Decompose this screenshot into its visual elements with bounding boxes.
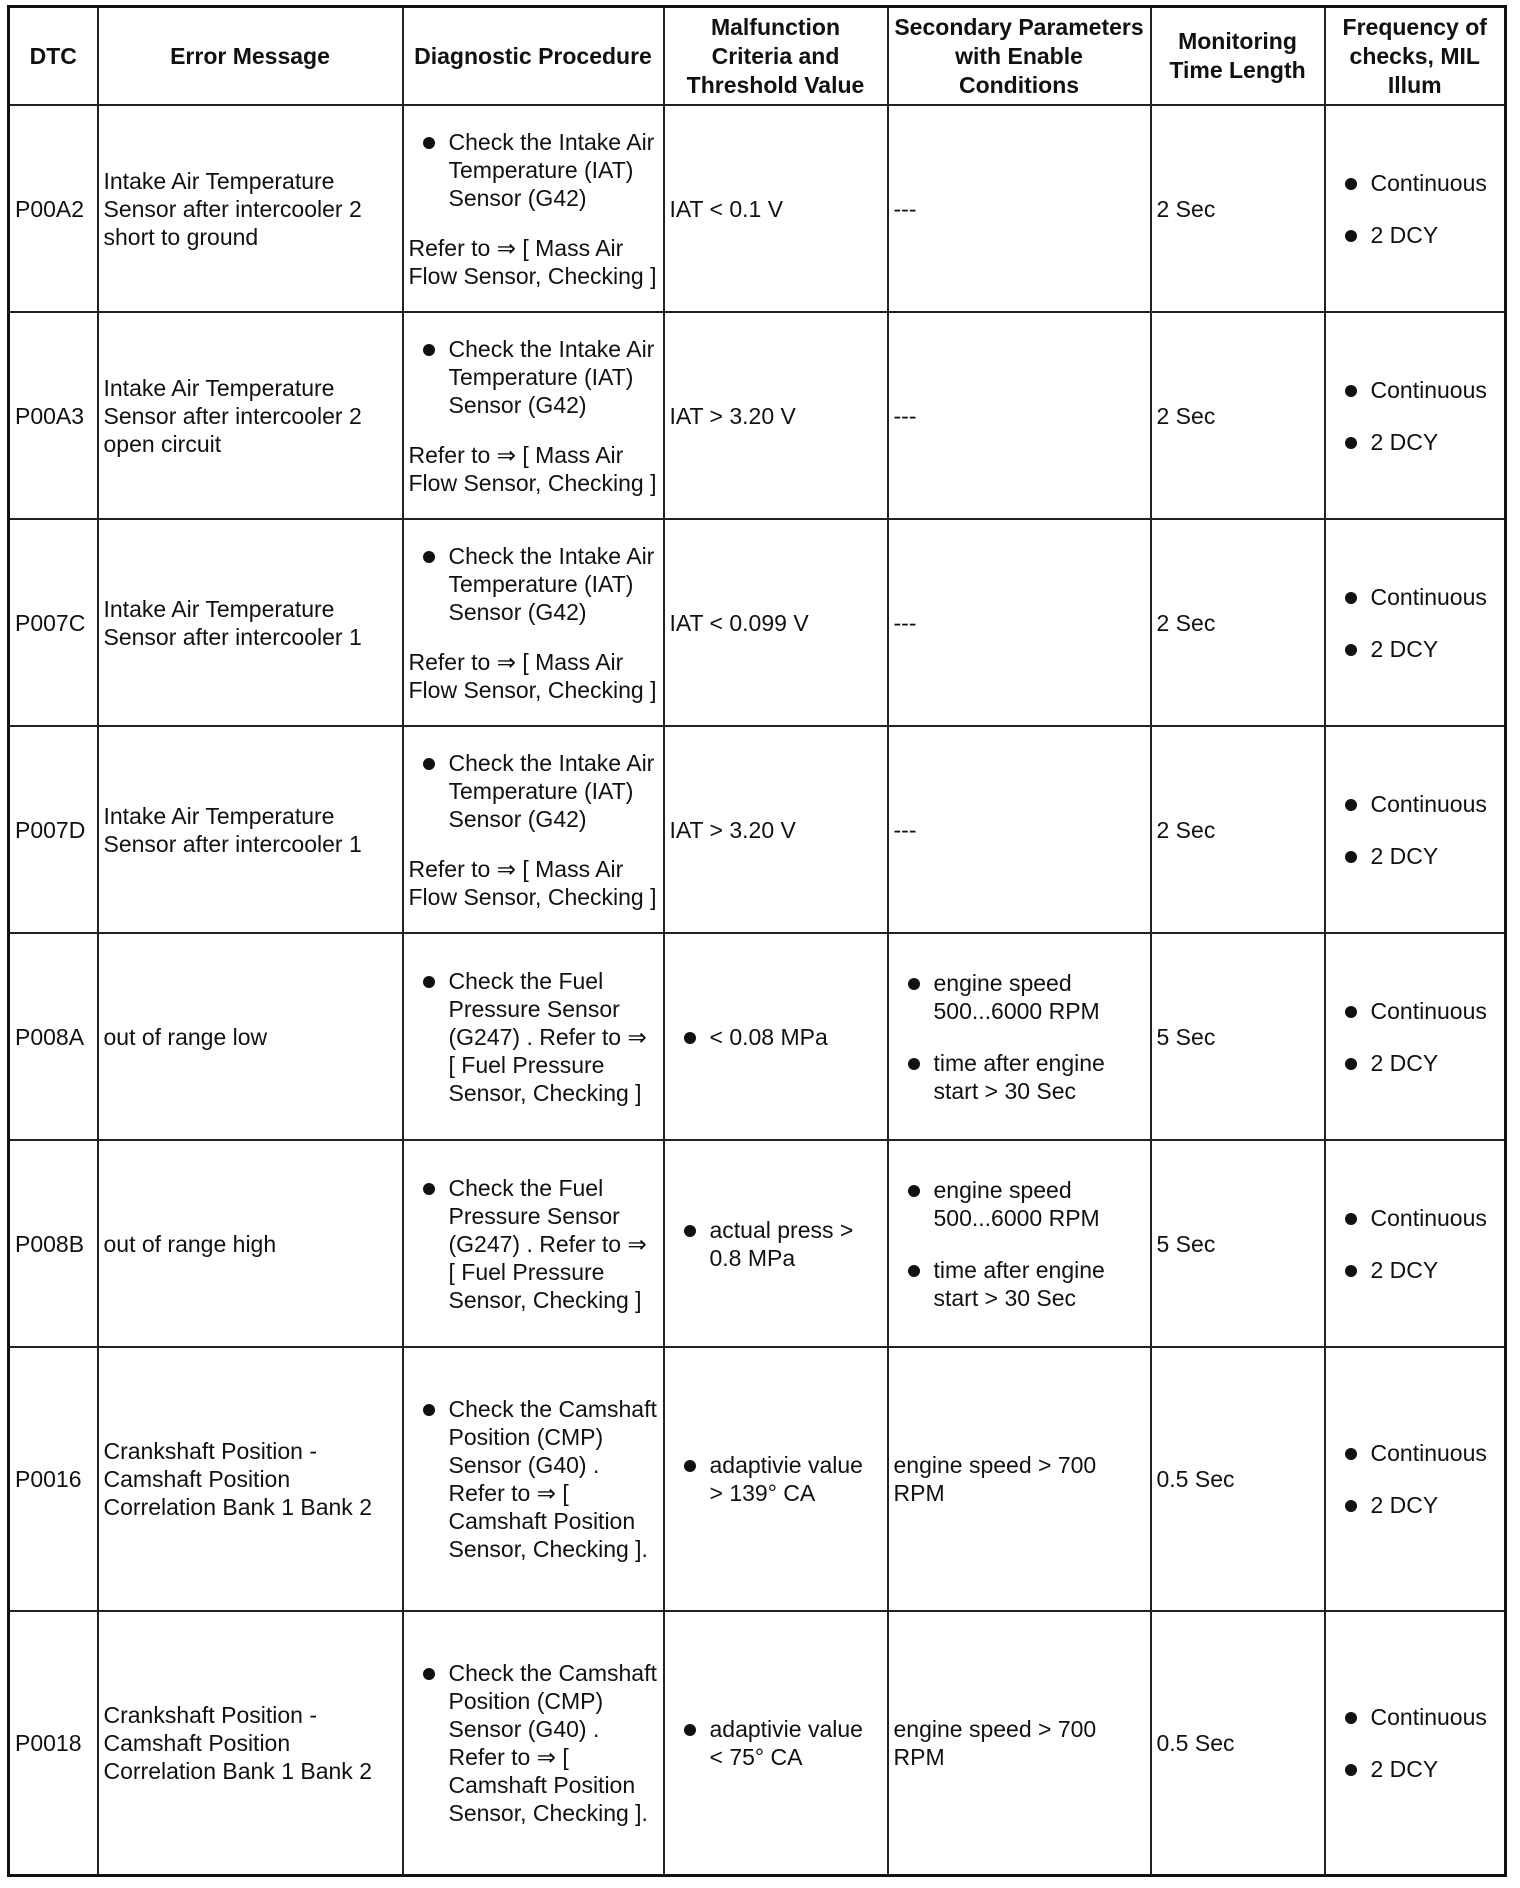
frequency-cell bbox=[1325, 933, 1506, 1140]
frequency-cell bbox=[1325, 312, 1506, 519]
frequency-item: 2 DCY bbox=[1331, 635, 1500, 663]
table-row bbox=[9, 519, 1506, 726]
frequency-cell bbox=[1325, 726, 1506, 933]
monitoring-time-cell: 0.5 Sec bbox=[1151, 1347, 1325, 1611]
diagnostic-procedure-cell bbox=[403, 1347, 664, 1611]
header-malfunction-criteria: Malfunction Criteria and Threshold Value bbox=[664, 7, 888, 106]
malfunction-criteria-cell: IAT > 3.20 V bbox=[664, 726, 888, 933]
header-secondary-parameters: Secondary Parameters with Enable Conditions bbox=[888, 7, 1151, 106]
dtc-code-cell: P007C bbox=[9, 519, 98, 726]
secondary-item: time after engine start > 30 Sec bbox=[894, 1256, 1145, 1312]
dtc-code-cell: P0018 bbox=[9, 1611, 98, 1875]
frequency-item: Continuous bbox=[1331, 169, 1500, 197]
header-monitoring-time: Monitoring Time Length bbox=[1151, 7, 1325, 106]
frequency-cell bbox=[1325, 105, 1506, 312]
monitoring-time-cell: 2 Sec bbox=[1151, 105, 1325, 312]
malfunction-criteria-cell: IAT < 0.099 V bbox=[664, 519, 888, 726]
diagnostic-procedure-cell bbox=[403, 933, 664, 1140]
monitoring-time-cell: 2 Sec bbox=[1151, 312, 1325, 519]
diagnostic-procedure-cell bbox=[403, 312, 664, 519]
error-message-cell: Intake Air Temperature Sensor after intercooler 1 bbox=[98, 726, 403, 933]
dtc-code-cell: P008A bbox=[9, 933, 98, 1140]
procedure-step: Check the Fuel Pressure Sensor (G247) . Refer to ⇒ [ Fuel Pressure Sensor, Checking ] bbox=[409, 967, 658, 1107]
frequency-item: 2 DCY bbox=[1331, 221, 1500, 249]
frequency-item: 2 DCY bbox=[1331, 1755, 1500, 1783]
monitoring-time-cell: 2 Sec bbox=[1151, 726, 1325, 933]
criteria-item: actual press > 0.8 MPa bbox=[670, 1216, 882, 1272]
frequency-item: Continuous bbox=[1331, 997, 1500, 1025]
diagnostic-procedure-cell bbox=[403, 726, 664, 933]
diagnostic-procedure-cell bbox=[403, 1140, 664, 1347]
error-message-cell: Crankshaft Position - Camshaft Position Correlation Bank 1 Bank 2 bbox=[98, 1611, 403, 1875]
monitoring-time-cell: 5 Sec bbox=[1151, 933, 1325, 1140]
table-row bbox=[9, 726, 1506, 933]
secondary-item: engine speed 500...6000 RPM bbox=[894, 969, 1145, 1025]
procedure-reference: Refer to ⇒ [ Mass Air Flow Sensor, Checking ] bbox=[408, 855, 657, 910]
table-row bbox=[9, 1611, 1506, 1875]
table-row bbox=[9, 1347, 1506, 1611]
procedure-reference: Refer to ⇒ [ Mass Air Flow Sensor, Checking ] bbox=[408, 234, 657, 289]
frequency-item: Continuous bbox=[1331, 790, 1500, 818]
dtc-code-cell: P0016 bbox=[9, 1347, 98, 1611]
frequency-cell bbox=[1325, 1347, 1506, 1611]
monitoring-time-cell: 5 Sec bbox=[1151, 1140, 1325, 1347]
secondary-parameters-cell: --- bbox=[888, 312, 1151, 519]
diagnostic-procedure-cell bbox=[403, 105, 664, 312]
error-message-cell: Intake Air Temperature Sensor after intercooler 2 open circuit bbox=[98, 312, 403, 519]
frequency-cell bbox=[1325, 519, 1506, 726]
monitoring-time-cell: 2 Sec bbox=[1151, 519, 1325, 726]
frequency-item: 2 DCY bbox=[1331, 1049, 1500, 1077]
criteria-item: adaptivie value < 75° CA bbox=[670, 1715, 882, 1771]
procedure-step: Check the Camshaft Position (CMP) Sensor (G40) . Refer to ⇒ [ Camshaft Position Sensor, Checking ]. bbox=[409, 1395, 658, 1563]
table-row bbox=[9, 1140, 1506, 1347]
diagnostic-procedure-cell bbox=[403, 519, 664, 726]
error-message-cell: Intake Air Temperature Sensor after intercooler 1 bbox=[98, 519, 403, 726]
error-message-cell: Intake Air Temperature Sensor after intercooler 2 short to ground bbox=[98, 105, 403, 312]
frequency-item: Continuous bbox=[1331, 1439, 1500, 1467]
procedure-step: Check the Intake Air Temperature (IAT) Sensor (G42) bbox=[409, 749, 658, 833]
procedure-step: Check the Intake Air Temperature (IAT) Sensor (G42) bbox=[409, 542, 658, 626]
frequency-cell bbox=[1325, 1611, 1506, 1875]
frequency-item: Continuous bbox=[1331, 376, 1500, 404]
malfunction-criteria-cell bbox=[664, 1347, 888, 1611]
frequency-item: 2 DCY bbox=[1331, 1491, 1500, 1519]
secondary-parameters-cell bbox=[888, 933, 1151, 1140]
procedure-step: Check the Camshaft Position (CMP) Sensor (G40) . Refer to ⇒ [ Camshaft Position Sensor, Checking ]. bbox=[409, 1659, 658, 1827]
dtc-code-cell: P00A2 bbox=[9, 105, 98, 312]
diagnostic-procedure-cell bbox=[403, 1611, 664, 1875]
frequency-item: 2 DCY bbox=[1331, 428, 1500, 456]
secondary-parameters-cell: --- bbox=[888, 105, 1151, 312]
procedure-step: Check the Intake Air Temperature (IAT) Sensor (G42) bbox=[409, 335, 658, 419]
monitoring-time-cell: 0.5 Sec bbox=[1151, 1611, 1325, 1875]
error-message-cell: out of range high bbox=[98, 1140, 403, 1347]
frequency-item: 2 DCY bbox=[1331, 1256, 1500, 1284]
malfunction-criteria-cell: IAT > 3.20 V bbox=[664, 312, 888, 519]
table-row bbox=[9, 312, 1506, 519]
malfunction-criteria-cell: IAT < 0.1 V bbox=[664, 105, 888, 312]
table-body bbox=[9, 105, 1506, 1875]
header-error-message: Error Message bbox=[98, 7, 403, 106]
procedure-reference: Refer to ⇒ [ Mass Air Flow Sensor, Checking ] bbox=[408, 441, 657, 496]
frequency-cell bbox=[1325, 1140, 1506, 1347]
procedure-step: Check the Intake Air Temperature (IAT) Sensor (G42) bbox=[409, 128, 658, 212]
dtc-code-cell: P007D bbox=[9, 726, 98, 933]
secondary-item: engine speed 500...6000 RPM bbox=[894, 1176, 1145, 1232]
malfunction-criteria-cell bbox=[664, 1140, 888, 1347]
error-message-cell: Crankshaft Position - Camshaft Position Correlation Bank 1 Bank 2 bbox=[98, 1347, 403, 1611]
table-row bbox=[9, 933, 1506, 1140]
secondary-parameters-cell: engine speed > 700 RPM bbox=[888, 1611, 1151, 1875]
dtc-code-cell: P008B bbox=[9, 1140, 98, 1347]
frequency-item: Continuous bbox=[1331, 1703, 1500, 1731]
malfunction-criteria-cell bbox=[664, 1611, 888, 1875]
header-frequency: Frequency of checks, MIL Illum bbox=[1325, 7, 1506, 106]
secondary-parameters-cell: engine speed > 700 RPM bbox=[888, 1347, 1151, 1611]
criteria-item: < 0.08 MPa bbox=[670, 1023, 882, 1051]
frequency-item: 2 DCY bbox=[1331, 842, 1500, 870]
procedure-reference: Refer to ⇒ [ Mass Air Flow Sensor, Checking ] bbox=[408, 648, 657, 703]
procedure-step: Check the Fuel Pressure Sensor (G247) . Refer to ⇒ [ Fuel Pressure Sensor, Checking ] bbox=[409, 1174, 658, 1314]
criteria-item: adaptivie value > 139° CA bbox=[670, 1451, 882, 1507]
secondary-parameters-cell: --- bbox=[888, 519, 1151, 726]
table-header bbox=[9, 7, 1506, 106]
secondary-parameters-cell bbox=[888, 1140, 1151, 1347]
dtc-table bbox=[7, 5, 1507, 1877]
frequency-item: Continuous bbox=[1331, 1204, 1500, 1232]
dtc-code-cell: P00A3 bbox=[9, 312, 98, 519]
table-row bbox=[9, 105, 1506, 312]
secondary-parameters-cell: --- bbox=[888, 726, 1151, 933]
error-message-cell: out of range low bbox=[98, 933, 403, 1140]
header-diagnostic-procedure: Diagnostic Procedure bbox=[403, 7, 664, 106]
header-dtc: DTC bbox=[9, 7, 98, 106]
frequency-item: Continuous bbox=[1331, 583, 1500, 611]
malfunction-criteria-cell bbox=[664, 933, 888, 1140]
secondary-item: time after engine start > 30 Sec bbox=[894, 1049, 1145, 1105]
